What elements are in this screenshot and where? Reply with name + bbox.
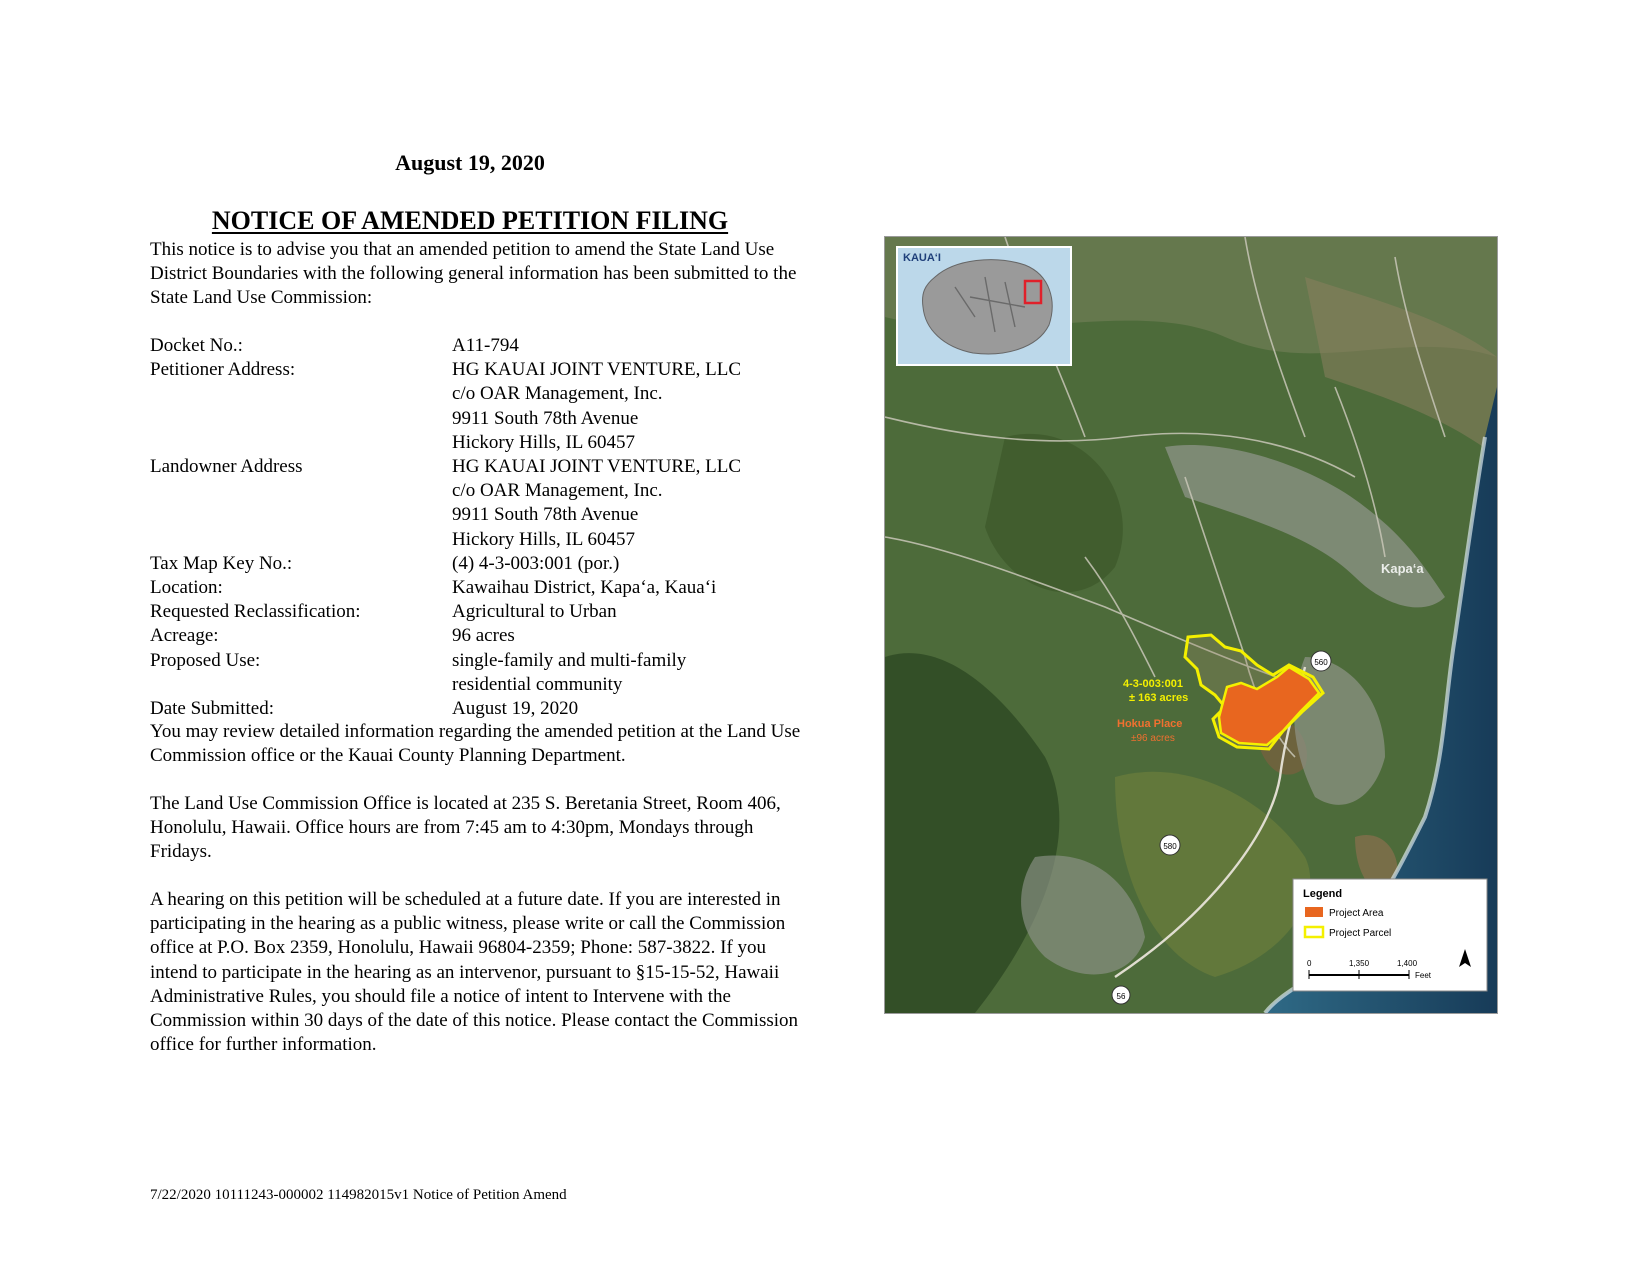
field-row [150,576,830,600]
parcel-acreage-label: ± 163 acres [1129,692,1189,704]
field-value: Kawaihau District, Kapa‘a, Kaua‘i [452,577,717,599]
field-row [150,600,830,624]
field-value: 96 acres [452,625,515,647]
petition-fields [150,334,830,721]
field-label: Date Submitted: [150,698,275,720]
legend-swatch-project-area [1305,907,1323,917]
location-map [884,236,1498,1014]
svg-text:56: 56 [1116,992,1126,1001]
field-row [150,455,830,552]
field-label: Requested Reclassification: [150,601,361,623]
highway-shield [1311,651,1331,671]
field-label: Docket No.: [150,335,243,356]
review-paragraph: You may review detailed information regarding the amended petition at the Land Use Commission office or the Kauai County Planning Department. [150,721,801,767]
svg-text:560: 560 [1314,658,1328,667]
project-label: Hokua Place [1117,718,1183,730]
town-label: Kapa‘a [1381,561,1424,576]
inset-map [897,247,1071,365]
field-label: Proposed Use: [150,649,261,671]
field-row [150,358,830,455]
field-label: Petitioner Address: [150,359,296,381]
map-legend [1293,879,1487,991]
parcel-label: 4-3-003:001 [1123,678,1183,690]
scale-tick: 0 [1307,959,1312,968]
legend-label-project-parcel: Project Parcel [1329,928,1392,939]
intro-paragraph: This notice is to advise you that an amended petition to amend the State Land Use District Boundaries with the following general information has been submitted to the State Land Use Commission: [150,239,797,309]
field-row [150,334,830,358]
highway-shield [1112,986,1130,1004]
field-value: August 19, 2020 [452,698,579,720]
field-value: HG KAUAI JOINT VENTURE, LLC c/o OAR Management, Inc. 9911 South 78th Avenue Hickory Hills, IL 60457 [452,359,742,453]
highway-shield [1160,835,1180,855]
field-label: Tax Map Key No.: [150,552,293,574]
field-row [150,649,830,697]
field-value: Agricultural to Urban [452,601,617,623]
document-title: NOTICE OF AMENDED PETITION FILING [211,206,729,235]
hearing-paragraph: A hearing on this petition will be scheduled at a future date. If you are interested in participating in the hearing as a public witness, please write or call the Commission office at P.O. Box 2359, Honolulu, Hawaii 96804-2359; Phone: 587-3822. If you intend to participate in the hearing as an intervenor, pursuant to §15-15-52, Hawaii Administrative Rules, you should file a notice of intent to Intervene with the Commission within 30 days of the date of this notice. Please contact the Commission office for further information. [150,889,799,1056]
office-paragraph: The Land Use Commission Office is located at 235 S. Beretania Street, Room 406, Honolulu, Hawaii. Office hours are from 7:45 am to 4:30pm, Mondays through Fridays. [150,793,781,863]
field-row [150,697,830,721]
scale-tick: 1,350 [1349,959,1370,968]
field-value: (4) 4-3-003:001 (por.) [452,552,620,574]
legend-title: Legend [1303,888,1343,900]
field-row [150,552,830,576]
field-row [150,624,830,648]
field-label: Acreage: [150,625,219,647]
legend-label-project-area: Project Area [1329,908,1384,919]
field-label: Location: [150,577,223,599]
inset-label: KAUA‘I [903,252,941,264]
footer-document-id: 7/22/2020 10111243-000002 114982015v1 Notice of Petition Amend [150,1187,567,1203]
island-outline [923,260,1053,354]
document-date: August 19, 2020 [395,150,545,175]
field-value: HG KAUAI JOINT VENTURE, LLC c/o OAR Management, Inc. 9911 South 78th Avenue Hickory Hills, IL 60457 [452,456,742,550]
scale-unit: Feet [1415,971,1432,980]
svg-text:580: 580 [1163,842,1177,851]
field-label: Landowner Address [150,456,303,478]
scale-tick: 1,400 [1397,959,1418,968]
project-acreage-label: ±96 acres [1131,733,1175,744]
field-value: single-family and multi-family residential community [452,649,687,695]
field-value: A11-794 [452,335,519,356]
